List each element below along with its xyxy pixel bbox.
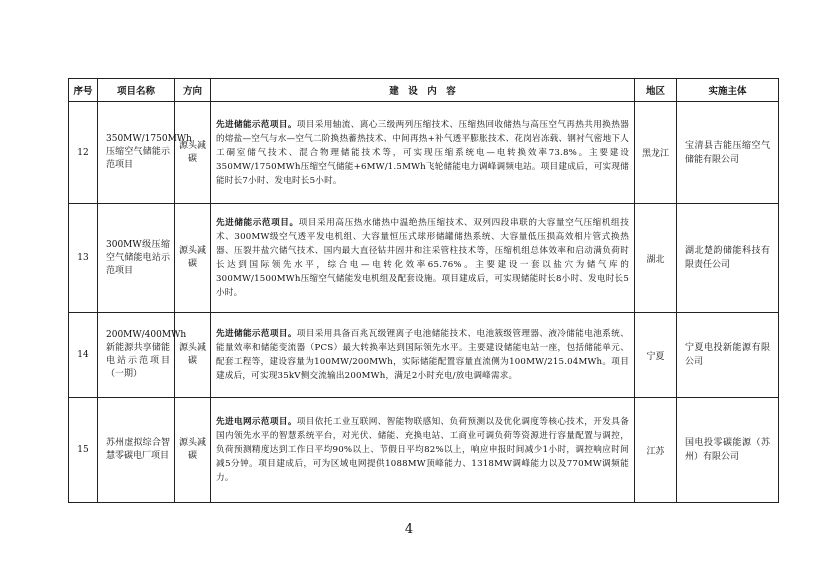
row-content-cell [211,102,635,204]
table-header-row [69,79,779,102]
row-content-text: 项目采用高压热水储热中温绝热压缩技术、双列四段串联的大容量空气压缩机组技术、300MW级空气透平发电机组、大容量恒压式球形储罐储热系统、大容量低压损高效相片管式换热器、压裂井盐穴储气技术、国内最大直径钻井固井和注采管柱技术等，压缩机组总体效率和启动满负荷时长达到国际领先水平，综合电—电转化效率65.76%。主要建设一套以盐穴为储气库的300MW/1500MWh压缩空气储能发电机组及配套设施。项目建成后，可实现储能时长8小时、发电时长5小时。 [216,218,629,298]
row-region: 江苏 [635,398,677,503]
row-region: 黑龙江 [635,102,677,204]
table-row [69,313,779,398]
row-seq: 14 [69,313,98,398]
row-content-lead: 先进储能示范项目。 [216,119,297,130]
row-content-lead: 先进储能示范项目。 [216,329,297,339]
row-region: 宁夏 [635,313,677,398]
row-direction: 源头减碳 [175,102,211,204]
row-content-lead: 先进电网示范项目。 [216,417,297,427]
row-direction: 源头减碳 [175,204,211,313]
header-project-name: 项目名称 [98,79,175,102]
table-row [69,102,779,204]
row-org: 国电投零碳能源（苏州）有限公司 [677,398,779,503]
row-content-cell [211,398,635,503]
row-org: 湖北楚韵储能科技有限责任公司 [677,204,779,313]
row-content-text: 项目采用轴流、离心三级两列压缩技术、压缩热回收储热与高压空气再热共用换热器的熔盐—空气与水—空气二阶换热蓄热技术、中间再热+补气透平膨胀技术、花岗岩冻载、钢衬气密地下人工硐室储气技术、混合物理储能技术等，可实现压缩系统电—电转换效率73.8%。主要建设350MW/1750MWh压缩空气储能+6MW/1.5MWh飞轮储能电力调峰调频电站。项目建成后，可实现储能时长7小时、发电时长5小时。 [216,119,629,186]
row-content-lead: 先进储能示范项目。 [216,218,299,228]
row-direction: 源头减碳 [175,398,211,503]
row-region: 湖北 [635,204,677,313]
row-seq: 13 [69,204,98,313]
row-project-name: 350MW/1750MWh压缩空气储能示范项目 [98,102,175,204]
page-number: 4 [404,522,414,537]
header-region: 地区 [635,79,677,102]
table-row [69,398,779,503]
row-seq: 12 [69,102,98,204]
row-org: 宁夏电投新能源有限公司 [677,313,779,398]
header-org: 实施主体 [677,79,779,102]
project-table [68,78,779,503]
header-seq: 序号 [69,79,98,102]
header-content: 建 设 内 容 [211,79,635,102]
row-direction: 源头减碳 [175,313,211,398]
row-project-name: 300MW级压缩空气储能电站示范项目 [98,204,175,313]
row-content-text: 项目依托工业互联网、智能物联感知、负荷预测以及优化调度等核心技术，开发具备国内领先水平的智慧系统平台，对光伏、储能、充换电站、工商业可调负荷等资源进行容量配置与调控，负荷预测精度达到工作日平均90%以上、节假日平均82%以上，响应申报时间减少1小时，调控响应时间减5分钟。项目建成后，可为区域电网提供1088MW顶峰能力、1318MW调峰能力以及770MW调频能力。 [216,417,629,483]
row-org: 宝清县吉能压缩空气储能有限公司 [677,102,779,204]
row-content-cell [211,313,635,398]
header-direction: 方向 [175,79,211,102]
row-seq: 15 [69,398,98,503]
row-content-cell [211,204,635,313]
row-project-name: 苏州虚拟综合智慧零碳电厂项目 [98,398,175,503]
row-content-text: 项目采用具备百兆瓦级锂离子电池储能技术、电池簇级管理器、液冷储能电池系统、能量效率和储能变流器（PCS）最大转换率达到国际领先水平。主要建设储能电站一座，包括储能单元、配套工程等，建设容量为100MW/200MWh，实际储能配置容量直流侧为100MW/215.04MWh。项目建成后，可实现35kV侧交流输出200MWh，满足2小时充电/放电调峰需求。 [216,329,629,381]
row-project-name: 200MW/400MWh新能源共享储能电站示范项目（一期） [98,313,175,398]
table-row [69,204,779,313]
